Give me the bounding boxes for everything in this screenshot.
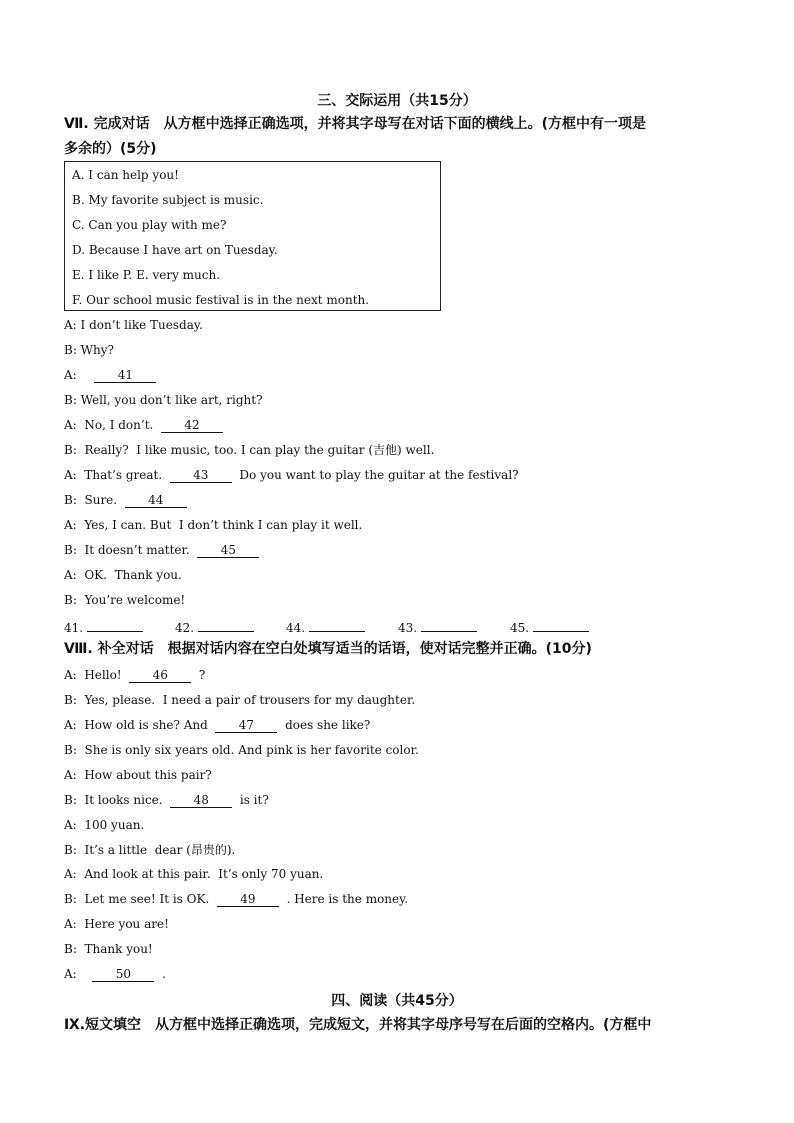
section7-instruction-line2: 多余的）(5分) [64, 141, 157, 157]
dialog2-line [64, 741, 419, 759]
blank-44: 44 [125, 493, 187, 508]
dialog1-line [64, 316, 203, 334]
dialog-text: A: [64, 967, 85, 981]
section7-instruction-line1: Ⅶ. 完成对话 从方框中选择正确选项，并将其字母写在对话下面的横线上。(方框中有一项是 [64, 116, 646, 132]
answer-blank[interactable] [309, 617, 365, 632]
dialog2-line [64, 816, 144, 834]
answer-blank[interactable] [533, 617, 589, 632]
answer-slot [510, 617, 589, 635]
part3-heading: 三、交际运用（共15分） [317, 93, 477, 109]
dialog2-line [64, 965, 166, 983]
dialog2-line [64, 766, 212, 784]
dialog2-line [64, 865, 323, 883]
blank-47: 47 [215, 718, 277, 733]
dialog2-line [64, 940, 153, 958]
option-a: A. I can help you! [72, 168, 179, 182]
answer-blank[interactable] [421, 617, 477, 632]
dialog-text: A: I don’t like Tuesday. [64, 318, 203, 332]
dialog1-line [64, 341, 114, 359]
dialog1-line [64, 541, 259, 559]
dialog1-line [64, 566, 182, 584]
answer-blank[interactable] [87, 617, 143, 632]
blank-41: 41 [94, 368, 156, 383]
dialog-text: does she like? [277, 718, 371, 732]
answer-number: 43. [398, 621, 418, 635]
blank-42: 42 [161, 418, 223, 433]
option-c: C. Can you play with me? [72, 218, 227, 232]
dialog-text: B: It doesn’t matter. [64, 543, 198, 557]
answer-slot [175, 617, 254, 635]
dialog-text: B: Let me see! It is OK. [64, 892, 217, 906]
dialog2-line [64, 841, 235, 859]
dialog2-line [64, 890, 408, 908]
dialog1-line [64, 466, 519, 484]
dialog-text: A: 100 yuan. [64, 818, 145, 832]
dialog-text: A: How old is she? And [64, 718, 216, 732]
answer-blank[interactable] [198, 617, 254, 632]
dialog-text: A: That’s great. [64, 468, 170, 482]
dialog-text: . [154, 967, 166, 981]
answer-number: 44. [286, 621, 306, 635]
dialog-text: A: No, I don’t. [64, 418, 161, 432]
dialog-text: B: Why? [64, 343, 114, 357]
dialog1-line [64, 391, 263, 409]
dialog-text: A: Yes, I can. But I don’t think I can play it well. [64, 518, 363, 532]
dialog-text: is it? [232, 793, 269, 807]
dialog2-line [64, 691, 415, 709]
answer-slot [64, 617, 143, 635]
dialog1-line [64, 516, 362, 534]
dialog-text: A: How about this pair? [64, 768, 212, 782]
blank-46: 46 [129, 668, 191, 683]
dialog-text: B: Thank you! [64, 942, 153, 956]
dialog1-line [64, 416, 223, 434]
dialog2-line [64, 791, 269, 809]
blank-49: 49 [217, 892, 279, 907]
dialog-text: . Here is the money. [278, 892, 409, 906]
answer-slot [286, 617, 365, 635]
blank-48: 48 [170, 793, 232, 808]
dialog1-line [64, 366, 156, 384]
dialog-text: ? [191, 668, 206, 682]
dialog-text: B: Sure. [64, 493, 125, 507]
dialog1-line [64, 591, 185, 609]
dialog-text: A: [64, 368, 85, 382]
dialog-text: Do you want to play the guitar at the festival? [231, 468, 519, 482]
dialog-text: B: You’re welcome! [64, 593, 186, 607]
dialog2-line [64, 915, 169, 933]
option-f: F. Our school music festival is in the next month. [72, 293, 370, 307]
options-box [64, 161, 441, 311]
answer-number: 42. [175, 621, 195, 635]
answer-number: 45. [510, 621, 530, 635]
answer-number: 41. [64, 621, 84, 635]
dialog1-line [64, 441, 434, 459]
dialog-text: A: Here you are! [64, 917, 169, 931]
dialog-text: B: Really? I like music, too. I can play the guitar (吉他) well. [64, 443, 435, 457]
blank-50: 50 [92, 967, 154, 982]
dialog-text: A: Hello! [64, 668, 130, 682]
blank-45: 45 [197, 543, 259, 558]
dialog-text: A: OK. Thank you. [64, 568, 182, 582]
dialog-text: B: It looks nice. [64, 793, 171, 807]
section9-instruction: Ⅸ.短文填空 从方框中选择正确选项，完成短文，并将其字母序号写在后面的空格内。(方框中 [64, 1017, 652, 1033]
dialog-text: B: It’s a little dear (昂贵的). [64, 843, 236, 857]
part4-heading: 四、阅读（共45分） [331, 993, 463, 1009]
dialog2-line [64, 716, 370, 734]
dialog1-line [64, 491, 187, 509]
section8-instruction: Ⅷ. 补全对话 根据对话内容在空白处填写适当的话语，使对话完整并正确。(10分) [64, 641, 592, 657]
dialog-text: B: Well, you don’t like art, right? [64, 393, 263, 407]
option-b: B. My favorite subject is music. [72, 193, 264, 207]
answer-slot [398, 617, 477, 635]
dialog-text: A: And look at this pair. It’s only 70 yuan. [64, 867, 324, 881]
blank-43: 43 [170, 468, 232, 483]
option-e: E. I like P. E. very much. [72, 268, 221, 282]
dialog-text: B: She is only six years old. And pink is her favorite color. [64, 743, 419, 757]
dialog-text: B: Yes, please. I need a pair of trousers for my daughter. [64, 693, 416, 707]
dialog2-line [64, 666, 205, 684]
option-d: D. Because I have art on Tuesday. [72, 243, 278, 257]
